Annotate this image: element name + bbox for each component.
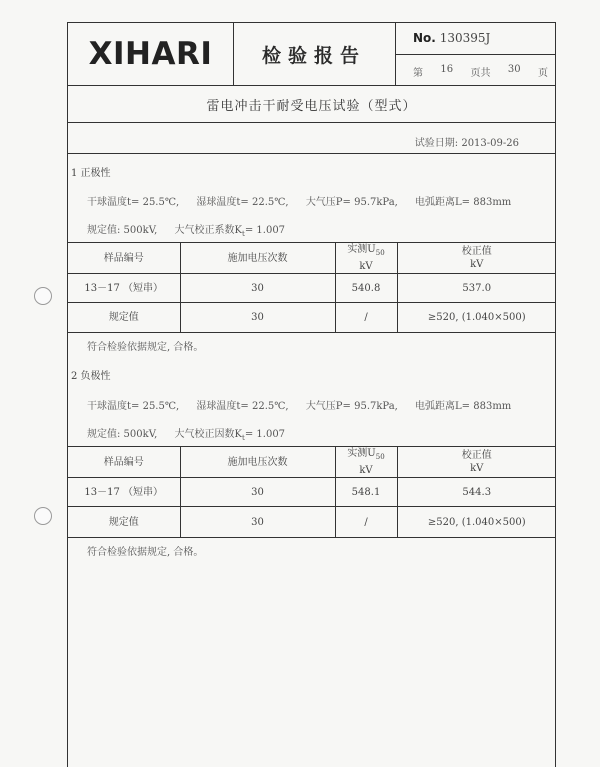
page-mid: 页共 [470,68,491,79]
cell-measured: / [335,507,397,538]
section-2-heading: 2 负极性 [71,371,111,382]
section-1-conditions [87,193,525,208]
test-name: 雷电冲击干耐受电压试验（型式） [206,98,417,114]
arc-distance: 电弧距离L= 883mm [415,197,512,208]
arc-distance: 电弧距离L= 883mm [415,401,512,412]
table-header-row [68,447,556,478]
cell-measured: 540.8 [335,274,397,303]
section-1-conclusion: 符合检验依据规定, 合格。 [87,342,204,353]
binder-hole-top [34,287,52,305]
air-pressure: 大气压P= 95.7kPa, [305,197,398,208]
header-sample: 样品编号 [68,447,180,478]
page-label: 第 [413,68,423,79]
wet-bulb-temp: 湿球温度t= 22.5℃, [196,401,289,412]
table-row [68,303,556,333]
wet-bulb-temp: 湿球温度t= 22.5℃, [196,197,289,208]
section-2-conclusion: 符合检验依据规定, 合格。 [87,547,204,558]
cell-times: 30 [180,274,335,303]
header-times: 施加电压次数 [180,447,335,478]
cell-sample: 13－17 （短串） [68,478,180,507]
cell-corrected: 537.0 [397,274,556,303]
cell-sample: 规定值 [68,303,180,333]
cell-measured: / [335,303,397,333]
section-1-heading: 1 正极性 [71,168,111,179]
cell-sample: 规定值 [68,507,180,538]
cell-times: 30 [180,507,335,538]
title-bottom-line [68,122,555,123]
section-2-specified [87,425,299,442]
section-2-table [68,446,556,538]
page-current: 16 [440,64,454,75]
cell-corrected: 544.3 [397,478,556,507]
cell-times: 30 [180,478,335,507]
specified-value: 规定值: 500kV, [87,429,158,440]
report-number-value: 130395J [439,31,491,45]
test-date: 试验日期: 2013-09-26 [414,138,519,149]
correction-factor: 大气校正系数$K_t= 1.007$ [174,225,286,238]
table-row [68,507,556,538]
specified-value: 规定值: 500kV, [87,225,158,236]
report-number-label: No. [413,31,436,45]
section-1-table [68,242,556,333]
cell-corrected: ≥520, (1.040×500) [397,507,556,538]
section-1-specified [87,221,299,238]
cell-times: 30 [180,303,335,333]
header-bottom-line [68,85,555,86]
header-corrected: 校正值 kV [397,447,556,478]
binder-hole-bottom [34,507,52,525]
report-number [413,31,490,45]
header-sample: 样品编号 [68,243,180,274]
header-times: 施加电压次数 [180,243,335,274]
section-2-conditions [87,397,525,412]
report-frame [67,22,556,767]
page-total: 30 [507,64,521,75]
correction-factor: 大气校正因数$K_t= 1.007$ [174,429,286,442]
cell-corrected: ≥520, (1.040×500) [397,303,556,333]
table-row [68,478,556,507]
header-measured: 实测$U_{50}$ kV [335,243,397,274]
date-bottom-line [68,153,555,154]
cell-measured: 548.1 [335,478,397,507]
dry-bulb-temp: 干球温度t= 25.5℃, [87,401,180,412]
header-mid-line [395,54,555,55]
cell-sample: 13－17 （短串） [68,274,180,303]
header-measured: 实测$U_{50}$ kV [335,447,397,478]
page-counter [413,64,548,79]
air-pressure: 大气压P= 95.7kPa, [305,401,398,412]
table-row [68,274,556,303]
table-header-row [68,243,556,274]
company-logo: XIHARI [88,36,213,72]
report-title: 检验报告 [261,44,366,67]
dry-bulb-temp: 干球温度t= 25.5℃, [87,197,180,208]
header-corrected: 校正值 kV [397,243,556,274]
page-suffix: 页 [537,68,548,79]
